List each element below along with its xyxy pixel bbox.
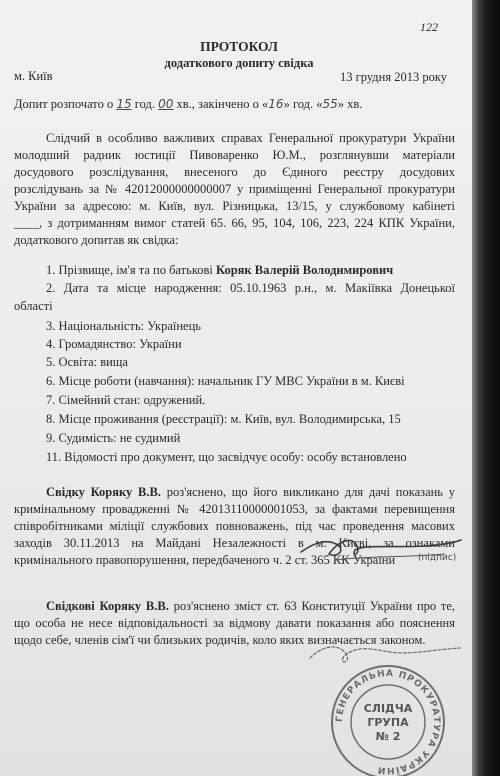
paragraph-line: кримінальному провадженні № 42013110000001053, за фактами перевищення bbox=[14, 502, 455, 516]
list-item bbox=[46, 430, 180, 446]
witness-name: Свідкові Коряку В.В. bbox=[46, 599, 169, 613]
item-label: 7. Сімейний стан: bbox=[46, 393, 141, 407]
document-title: ПРОТОКОЛ bbox=[200, 39, 278, 54]
start-hour: 15 bbox=[116, 97, 132, 111]
scan-edge bbox=[472, 0, 500, 776]
paragraph-text: роз'яснено зміст ст. 63 Конституції України про те, bbox=[173, 599, 456, 613]
item-label: 4. Громадянство: bbox=[46, 337, 136, 351]
item-label: 9. Судимість: bbox=[46, 431, 117, 445]
intro-line: досудового розслідування, внесеного до Єдиного реєстру досудових bbox=[14, 165, 455, 179]
intro-line: молодший радник юстиції Пивоваренко Ю.М., розглянувши матеріали bbox=[14, 148, 455, 162]
paragraph-line: щодо себе, членів сім'ї чи близьких родичів, коло яких визначається законом. bbox=[14, 633, 426, 647]
document-subtitle: додаткового допиту свідка bbox=[164, 56, 314, 70]
list-item bbox=[46, 280, 455, 296]
item-label: 1. Прізвище, ім'я та по батькові bbox=[46, 263, 213, 277]
intro-line: розслідувань за № 42012000000000007 у приміщенні Генеральної прокуратури bbox=[14, 182, 455, 196]
item-value: 05.10.1963 р.н., м. Макіївка Донецької bbox=[230, 281, 456, 295]
timing-end-mid: хв., закінчено о « bbox=[176, 97, 269, 111]
item-label: 3. Національність: bbox=[46, 319, 145, 333]
list-item bbox=[46, 411, 401, 427]
stamp-seal bbox=[326, 660, 450, 776]
place: м. Київ bbox=[14, 69, 53, 83]
timing-end-suffix: » хв. bbox=[337, 97, 363, 111]
list-item bbox=[46, 392, 205, 408]
item-label: 2. Дата та місце народження: bbox=[46, 281, 222, 295]
item-value: м. Київ, вул. Володимирська, 15 bbox=[230, 412, 401, 426]
item-label: 11. Відомості про документ, що засвідчує особу: bbox=[46, 450, 304, 464]
witness-name: Свідку Коряку В.В. bbox=[46, 485, 161, 499]
paragraph-line: заходів 30.11.2013 на Майдані Незалежності в м. Києві, за ознаками bbox=[14, 536, 455, 550]
intro-line: ____, з дотриманням вимог статей 65. 66, 95, 104, 106, 223, 224 КПК України, bbox=[14, 216, 455, 230]
timing-hours-label: год. bbox=[134, 97, 155, 111]
intro-line: додаткового допитав як свідка: bbox=[14, 233, 179, 247]
item-label: 8. Місце проживання (реєстрації): bbox=[46, 412, 228, 426]
stamp-line: СЛІДЧА bbox=[363, 702, 413, 715]
stamp-ring-text: ГЕНЕРАЛЬНА ПРОКУРАТУРА УКРАЇНИ bbox=[334, 668, 442, 776]
list-item-continuation: області bbox=[14, 299, 53, 313]
item-value: одружений. bbox=[143, 393, 206, 407]
item-value: України bbox=[139, 337, 182, 351]
item-value: начальник ГУ МВС України в м. Києві bbox=[197, 374, 405, 388]
list-item bbox=[46, 336, 182, 352]
interview-timing bbox=[14, 96, 362, 112]
start-minute: 00 bbox=[158, 97, 174, 111]
timing-start-prefix: Допит розпочато о bbox=[14, 97, 114, 111]
item-value: Коряк Валерій Володимирович bbox=[216, 263, 394, 277]
list-item bbox=[46, 262, 393, 278]
item-label: 5. Освіта: bbox=[46, 355, 98, 369]
document-date: 13 грудня 2013 року bbox=[340, 70, 447, 84]
signature-caption: (підпис) bbox=[418, 553, 457, 563]
item-label: 6. Місце роботи (навчання): bbox=[46, 374, 195, 388]
paragraph-text: роз'яснено, що його викликано для дачі показань у bbox=[166, 485, 455, 499]
paragraph-line bbox=[46, 484, 455, 500]
paragraph-line: співробітниками міліції службових повноважень, під час проведення масових bbox=[14, 519, 455, 533]
list-item bbox=[46, 449, 407, 465]
timing-end-hours-label: » год. « bbox=[283, 97, 323, 111]
end-hour: 16 bbox=[268, 97, 284, 111]
paragraph-line bbox=[46, 598, 455, 614]
paragraph-line: що особа не несе відповідальності за відмову давати показання або пояснення bbox=[14, 616, 455, 630]
end-minute: 55 bbox=[322, 97, 338, 111]
list-item bbox=[46, 373, 405, 389]
item-value: не судимий bbox=[119, 431, 181, 445]
official-stamp bbox=[326, 660, 450, 776]
paragraph-line: кримінального правопорушення, передбаченого ч. 2 ст. 365 КК України bbox=[14, 553, 396, 567]
stamp-line: № 2 bbox=[375, 730, 401, 743]
intro-line: Слідчий в особливо важливих справах Генеральної прокуратури України bbox=[46, 131, 455, 145]
list-item bbox=[46, 354, 128, 370]
list-item bbox=[46, 318, 201, 334]
stamp-line: ГРУПА bbox=[367, 716, 409, 729]
item-value: вища bbox=[100, 355, 128, 369]
item-value: Українець bbox=[147, 319, 201, 333]
intro-line: України за адресою: м. Київ, вул. Різницька, 13/15, у службовому кабінеті bbox=[14, 199, 455, 213]
page-number: 122 bbox=[420, 20, 438, 34]
item-value: особу встановлено bbox=[307, 450, 407, 464]
